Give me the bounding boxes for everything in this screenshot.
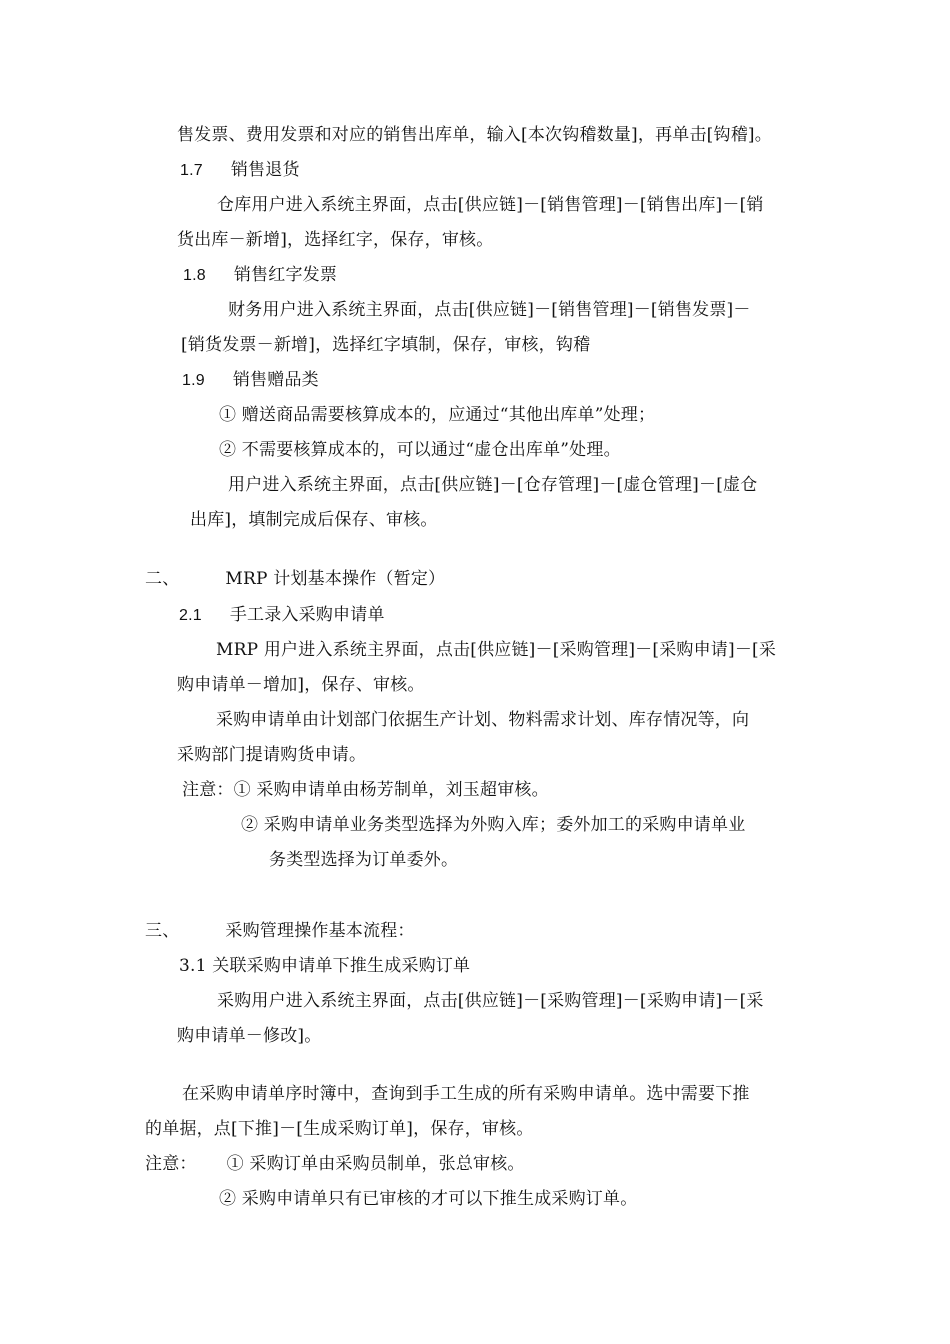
chapter-title: 采购管理操作基本流程： (225, 921, 415, 941)
section-heading-2-1 (179, 604, 385, 627)
chapter-heading-3 (145, 920, 415, 942)
note-label: 注意： (145, 1154, 197, 1174)
section-heading-1-7 (180, 159, 300, 182)
paragraph-line: 采购用户进入系统主界面，点击[供应链]－[采购管理]－[采购申请]－[采 (217, 991, 764, 1011)
paragraph-line: 在采购申请单序时簿中，查询到手工生成的所有采购申请单。选中需要下推 (182, 1084, 750, 1104)
paragraph-line: 用户进入系统主界面，点击[供应链]－[仓存管理]－[虚仓管理]－[虚仓 (228, 475, 758, 495)
paragraph-line: 售发票、费用发票和对应的销售出库单，输入[本次钩稽数量]，再单击[钩稽]。 (177, 125, 772, 145)
section-number: 2.1 (179, 607, 202, 624)
note-text: ① 采购订单由采购员制单，张总审核。 (226, 1154, 525, 1174)
note-line: ② 采购申请单业务类型选择为外购入库；委外加工的采购申请单业 (241, 815, 746, 835)
paragraph-line: 财务用户进入系统主界面，点击[供应链]－[销售管理]－[销售发票]－ (228, 300, 751, 320)
paragraph-line: 仓库用户进入系统主界面，点击[供应链]－[销售管理]－[销售出库]－[销 (217, 195, 764, 215)
section-title: 销售赠品类 (232, 370, 319, 390)
paragraph-line: 购申请单－增加]，保存、审核。 (177, 675, 425, 695)
paragraph-line: 采购部门提请购货申请。 (177, 745, 367, 765)
section-title: 销售退货 (230, 160, 300, 180)
section-heading-3-1: 3.1 关联采购申请单下推生成采购订单 (179, 956, 471, 976)
list-item: ① 赠送商品需要核算成本的，应通过“其他出库单”处理； (219, 405, 656, 425)
chapter-number: 二、 (145, 569, 180, 589)
paragraph-line: 的单据，点[下推]－[生成采购订单]，保存，审核。 (145, 1119, 534, 1139)
section-title: 销售红字发票 (233, 265, 338, 285)
note-line (145, 1153, 525, 1175)
chapter-number: 三、 (145, 921, 180, 941)
section-number: 1.9 (182, 372, 205, 389)
paragraph-line: 购申请单－修改]。 (177, 1026, 322, 1046)
paragraph-line: 货出库－新增]，选择红字，保存，审核。 (177, 230, 494, 250)
note-line: ② 采购申请单只有已审核的才可以下推生成采购订单。 (219, 1189, 638, 1209)
chapter-title: MRP 计划基本操作（暂定） (225, 569, 446, 589)
note-line: 务类型选择为订单委外。 (269, 850, 459, 870)
section-title: 手工录入采购申请单 (229, 605, 385, 625)
chapter-heading-2 (145, 568, 445, 590)
section-heading-1-9 (182, 369, 319, 392)
note-line: 注意：① 采购申请单由杨芳制单，刘玉超审核。 (182, 780, 549, 800)
paragraph-line: 采购申请单由计划部门依据生产计划、物料需求计划、库存情况等，向 (216, 710, 750, 730)
paragraph-line: [销货发票－新增]，选择红字填制，保存，审核，钩稽 (181, 335, 591, 355)
paragraph-line: 出库]，填制完成后保存、审核。 (190, 510, 438, 530)
section-heading-1-8 (183, 264, 337, 287)
list-item: ② 不需要核算成本的，可以通过“虚仓出库单”处理。 (219, 440, 621, 460)
paragraph-line: MRP 用户进入系统主界面，点击[供应链]－[采购管理]－[采购申请]－[采 (216, 640, 777, 660)
section-number: 1.7 (180, 162, 203, 179)
section-number: 1.8 (183, 267, 206, 284)
